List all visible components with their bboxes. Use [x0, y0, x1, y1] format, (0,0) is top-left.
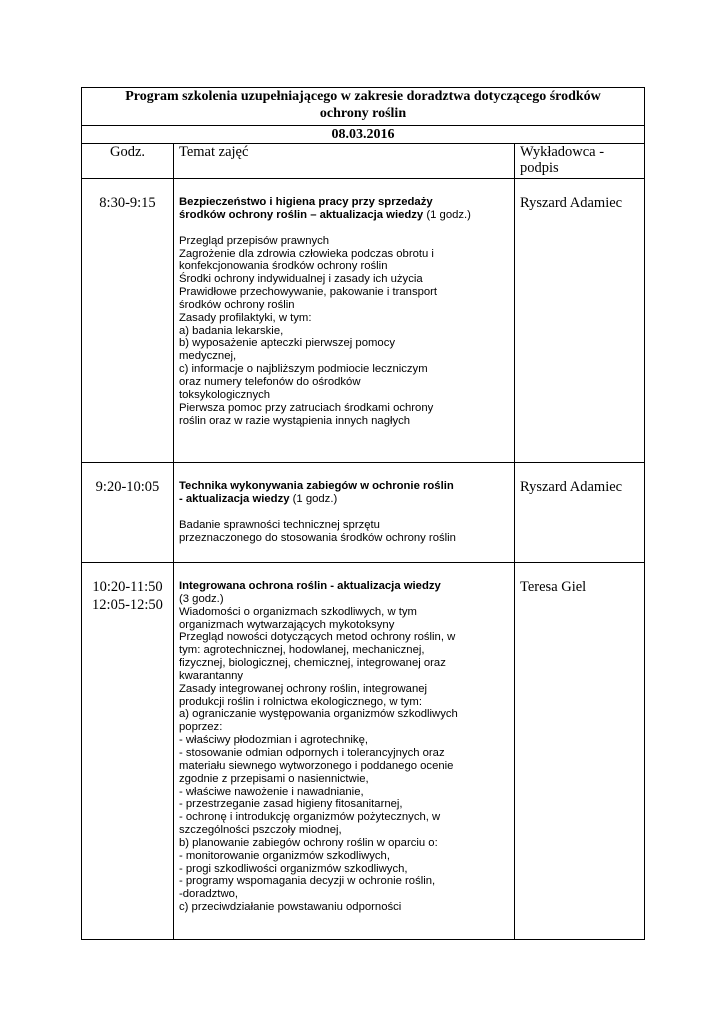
topic-line: - ochronę i introdukcję organizmów pożytecznych, w: [179, 811, 441, 824]
table-row: [82, 463, 645, 563]
session-time: [82, 179, 174, 463]
session-lecturer: Ryszard Adamiec: [515, 179, 645, 463]
column-header-time: Godz.: [82, 144, 174, 179]
session-time-line: 12:05-12:50: [92, 597, 163, 613]
topic-line: Środki ochrony indywidualnej i zasady ich użycia: [179, 273, 423, 286]
program-date: 08.03.2016: [82, 126, 645, 144]
training-program-table: [81, 87, 645, 940]
topic-line: konfekcjonowania środków ochrony roślin: [179, 260, 388, 273]
topic-line: przeznaczonego do stosowania środków ochrony roślin: [179, 531, 456, 544]
topic-line: b) planowanie zabiegów ochrony roślin w oparciu o:: [179, 836, 438, 849]
topic-title: Integrowana ochrona roślin - aktualizacja wiedzy: [179, 580, 441, 592]
topic-hours: (1 godz.): [423, 208, 471, 221]
session-topic: [174, 179, 515, 463]
topic-line: zgodnie z przepisami o nasiennictwie,: [179, 772, 369, 785]
topic-line: poprzez:: [179, 721, 223, 734]
session-lecturer: Teresa Giel: [515, 563, 645, 940]
topic-line: - progi szkodliwości organizmów szkodliwych,: [179, 862, 408, 875]
topic-line: - właściwe nawożenie i nawadnianie,: [179, 785, 364, 798]
session-time: [82, 463, 174, 563]
topic-line: Zasady profilaktyki, w tym:: [179, 311, 312, 324]
topic-line: - stosowanie odmian odpornych i tolerancyjnych oraz: [179, 746, 445, 759]
topic-line: tym: agrotechnicznej, hodowlanej, mechanicznej,: [179, 644, 425, 657]
table-row: [82, 563, 645, 940]
session-lecturer: Ryszard Adamiec: [515, 463, 645, 563]
topic-line: materiału siewnego wytworzonego i poddanego ocenie: [179, 759, 454, 772]
topic-line: b) wyposażenie apteczki pierwszej pomocy: [179, 337, 395, 350]
topic-line: roślin oraz w razie wystąpienia innych nagłych: [179, 414, 411, 427]
topic-line: c) informacje o najbliższym podmiocie leczniczym: [179, 363, 428, 376]
program-title: [82, 88, 645, 126]
topic-line: - przestrzeganie zasad higieny fitosanitarnej,: [179, 798, 403, 811]
session-topic: [174, 463, 515, 563]
topic-line: Prawidłowe przechowywanie, pakowanie i transport: [179, 286, 438, 299]
topic-line: środków ochrony roślin: [179, 298, 295, 311]
topic-line: oraz numery telefonów do ośrodków: [179, 375, 361, 388]
topic-line: a) ograniczanie występowania organizmów szkodliwych: [179, 708, 458, 721]
topic-line: Zasady integrowanej ochrony roślin, integrowanej: [179, 682, 428, 695]
topic-line: produkcji roślin i rolnictwa ekologicznego, w tym:: [179, 695, 422, 708]
topic-line: medycznej,: [179, 350, 237, 363]
topic-title: Technika wykonywania zabiegów w ochronie roślin: [179, 480, 454, 492]
topic-line: Przegląd przepisów prawnych: [179, 234, 330, 247]
topic-hours: (3 godz.): [179, 592, 224, 605]
program-title-line-1: Program szkolenia uzupełniającego w zakresie doradztwa dotyczącego środków: [125, 89, 601, 104]
column-header-lecturer-line-2: podpis: [520, 160, 559, 176]
topic-line: Pierwsza pomoc przy zatruciach środkami ochrony: [179, 401, 434, 414]
session-time-line: 10:20-11:50: [92, 579, 163, 595]
session-time-line: 8:30-9:15: [99, 195, 156, 211]
topic-title-cont: środków ochrony roślin – aktualizacja wiedzy: [179, 208, 424, 221]
column-header-lecturer-line-1: Wykładowca -: [520, 144, 605, 160]
topic-line: - monitorowanie organizmów szkodliwych,: [179, 849, 390, 862]
topic-line: Wiadomości o organizmach szkodliwych, w tym: [179, 605, 417, 618]
program-title-line-2: ochrony roślin: [319, 106, 407, 121]
topic-line: c) przeciwdziałanie powstawaniu odporności: [179, 901, 402, 914]
column-header-lecturer: [515, 144, 645, 179]
topic-line: a) badania lekarskie,: [179, 324, 284, 337]
topic-line: Badanie sprawności technicznej sprzętu: [179, 518, 380, 531]
topic-title: Bezpieczeństwo i higiena pracy przy sprzedaży: [179, 196, 433, 208]
topic-line: organizmach wytwarzających mykotoksyny: [179, 618, 395, 631]
session-time: [82, 563, 174, 940]
topic-title-cont: - aktualizacja wiedzy: [179, 492, 290, 505]
topic-line: Zagrożenie dla zdrowia człowieka podczas obrotu i: [179, 247, 434, 260]
topic-line: fizycznej, biologicznej, chemicznej, integrowanej oraz: [179, 657, 446, 670]
session-time-line: 9:20-10:05: [95, 479, 160, 495]
topic-line: - właściwy płodozmian i agrotechnikę,: [179, 734, 368, 747]
column-header-topic: Temat zajęć: [174, 144, 515, 179]
session-topic: [174, 563, 515, 940]
topic-line: Przegląd nowości dotyczących metod ochrony roślin, w: [179, 631, 456, 644]
topic-hours: (1 godz.): [289, 492, 338, 505]
topic-line: kwarantanny: [179, 669, 244, 682]
topic-line: toksykologicznych: [179, 388, 271, 401]
topic-line: szczególności pszczoły miodnej,: [179, 824, 342, 837]
table-row: [82, 179, 645, 463]
topic-line: -doradztwo,: [179, 888, 239, 901]
topic-line: - programy wspomagania decyzji w ochronie roślin,: [179, 875, 436, 888]
